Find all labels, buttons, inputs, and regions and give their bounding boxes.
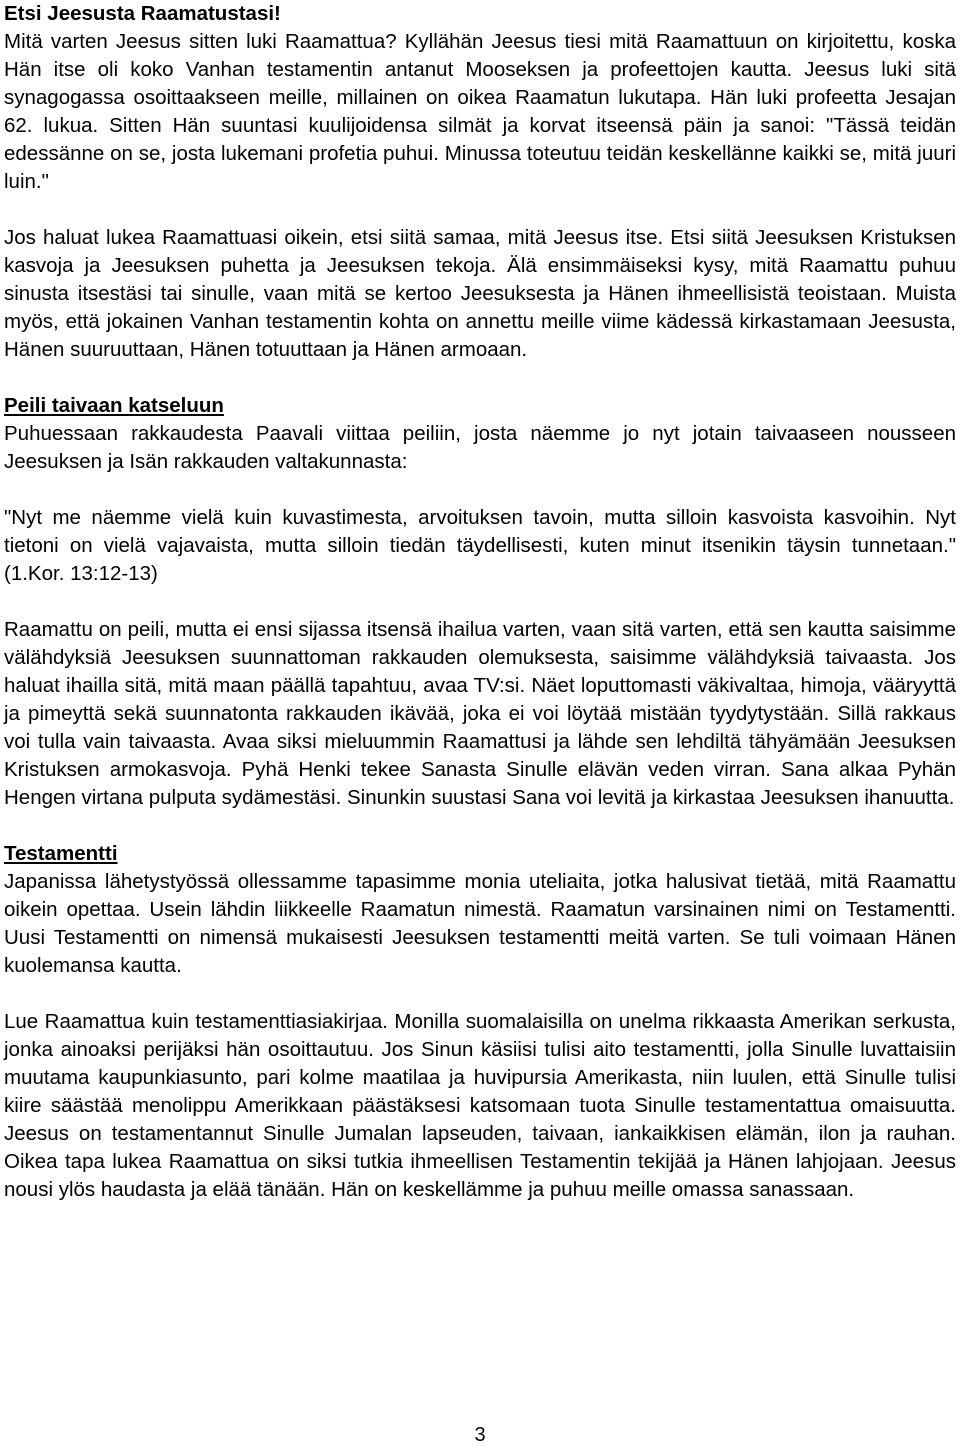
section-title-peili: Peili taivaan katseluun bbox=[4, 394, 224, 417]
paragraph: Japanissa lähetystyössä ollessamme tapasimme monia uteliaita, jotka halusivat tietää, mitä Raamattu oikein opettaa. Usein lähdin liikkeelle Raamatun nimestä. Raamatun varsinainen nimi on Testamentti. Uusi Testamentti on nimensä mukaisesti Jeesuksen testamentti meitä varten. Se tuli voimaan Hänen kuolemansa kautta. bbox=[4, 870, 956, 977]
section-title-etsi-jeesusta: Etsi Jeesusta Raamatustasi! bbox=[4, 2, 281, 25]
paragraph: Jos haluat lukea Raamattuasi oikein, etsi siitä samaa, mitä Jeesus itse. Etsi siitä Jeesuksen Kristuksen kasvoja ja Jeesuksen puhetta ja Jeesuksen tekoja. Älä ensimmäiseksi kysy, mitä Raamattu puhuu sinusta itsestäsi tai sinulle, vaan mitä se kertoo Jeesuksesta ja Hänen ihmeellisistä teoistaan. Muista myös, että jokainen Vanhan testamentin kohta on annettu meille viime kädessä kirkastamaan Jeesusta, Hänen suuruuttaan, Hänen totuuttaan ja Hänen armoaan. bbox=[4, 226, 956, 361]
paragraph: Raamattu on peili, mutta ei ensi sijassa itsensä ihailua varten, vaan sitä varten, että sen kautta saisimme välähdyksiä Jeesuksen suunnattoman rakkauden olemuksesta, saisimme välähdyksiä taivaasta. Jos haluat ihailla sitä, mitä maan päällä tapahtuu, avaa TV:si. Näet loputtomasti väkivaltaa, himoja, vääryyttä ja pimeyttä sekä suunnatonta rakkauden ikävää, joka ei voi löytää mistään tyydytystään. Sillä rakkaus voi tulla vain taivaasta. Avaa siksi mieluummin Raamattusi ja lähde sen lehdiltä tähyämään Jeesuksen Kristuksen armokasvoja. Pyhä Henki tekee Sanasta Sinulle elävän veden virran. Sana alkaa Pyhän Hengen virtana pulputa sydämestäsi. Sinunkin suustasi Sana voi levitä ja kirkastaa Jeesuksen ihanuutta. bbox=[4, 618, 956, 809]
page-number: 3 bbox=[474, 1424, 486, 1446]
bible-quote: "Nyt me näemme vielä kuin kuvastimesta, arvoituksen tavoin, mutta silloin kasvoista kasvoihin. Nyt tietoni on vielä vajavaista, mutta silloin tiedän täydellisesti, kuten minut itsenikin täysin tunnetaan." (1.Kor. 13:12-13) bbox=[4, 506, 956, 585]
paragraph: Puhuessaan rakkaudesta Paavali viittaa peiliin, josta näemme jo nyt jotain taivaaseen nousseen Jeesuksen ja Isän rakkauden valtakunnasta: bbox=[4, 422, 956, 473]
section-title-testamentti: Testamentti bbox=[4, 842, 118, 865]
document-page bbox=[4, 0, 956, 1204]
paragraph: Mitä varten Jeesus sitten luki Raamattua? Kyllähän Jeesus tiesi mitä Raamattuun on kirjoitettu, koska Hän itse oli koko Vanhan testamentin antanut Mooseksen ja profeettojen kautta. Jeesus luki sitä synagogassa osoittaakseen meille, millainen on oikea Raamatun lukutapa. Hän luki profeetta Jesajan 62. lukua. Sitten Hän suuntasi kuulijoidensa silmät ja korvat itseensä päin ja sanoi: "Tässä teidän edessänne on se, josta lukemani profetia puhui. Minussa toteutuu teidän keskellänne kaikki se, mitä juuri luin." bbox=[4, 30, 956, 193]
paragraph: Lue Raamattua kuin testamenttiasiakirjaa. Monilla suomalaisilla on unelma rikkaasta Amerikan serkusta, jonka ainoaksi perijäksi hän osoittautuu. Jos Sinun käsiisi tulisi aito testamentti, jolla Sinulle luvattaisiin muutama kaupunkiasunto, pari kolme maatilaa ja huvipursia Amerikasta, niin luulen, että Sinulle tulisi kiire säästää menolippu Amerikkaan päästäksesi katsomaan tuota Sinulle testamentattua omaisuutta. Jeesus on testamentannut Sinulle Jumalan lapseuden, taivaan, iankaikkisen elämän, ilon ja rauhan. Oikea tapa lukea Raamattua on siksi tutkia ihmeellisen Testamentin tekijää ja Hänen lahjojaan. Jeesus nousi ylös haudasta ja elää tänään. Hän on keskellämme ja puhuu meille omassa sanassaan. bbox=[4, 1010, 956, 1201]
